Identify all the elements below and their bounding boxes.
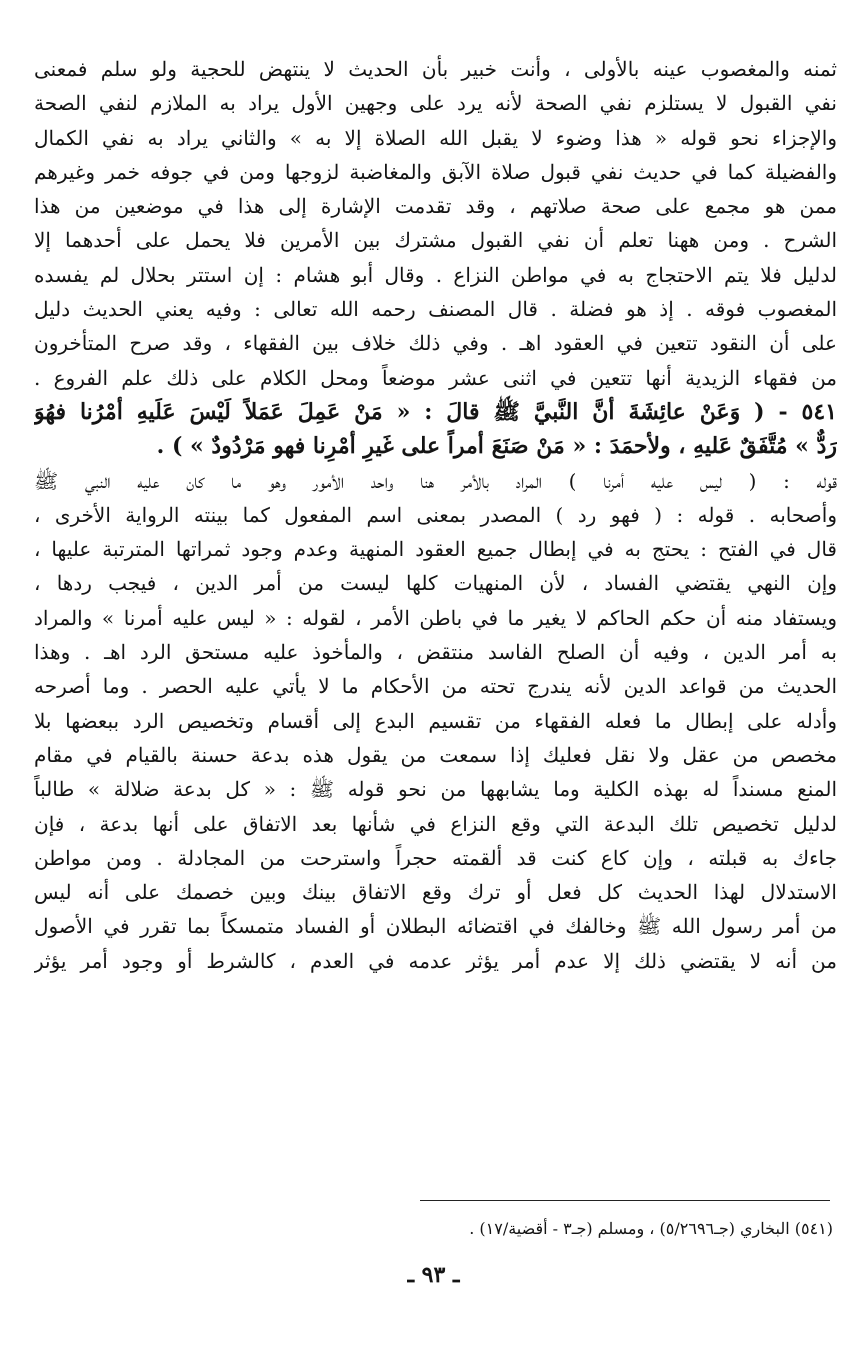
text-line: والإجزاء نحو قوله « هذا وضوء لا يقبل الله الصلاة إلا به » والثاني يراد به نفي الكمال xyxy=(34,125,837,150)
text-line: المنع مسنداً له بهذه الكلية وما يشابهها من نحو قوله ﷺ : « كل بدعة ضلالة » طالباً xyxy=(34,777,837,802)
text-line: المغصوب فوقه . إذ هو فضلة . قال المصنف رحمه الله تعالى : وفيه يعني الحديث دليل xyxy=(34,297,837,322)
text-line: قال في الفتح : يحتج به في إبطال جميع العقود المنهية وعدم وجود ثمراتها المترتبة عليها ، xyxy=(34,537,837,562)
text-line: الحديث من قواعد الدين لأنه يندرج تحته من الأحكام ما لا يأتي عليه الحصر . وما أصرحه xyxy=(34,674,837,699)
text-line: ممن هو مجمع على صحة صلاتهم ، وقد تقدمت الإشارة إلى هذا في موضعين من هذا xyxy=(34,194,837,219)
text-line: والفضيلة كما في حديث نفي قبول صلاة الآبق والمغاضبة لزوجها ومن في جوفه خمر وغيرهم xyxy=(34,159,837,184)
body-text xyxy=(34,52,837,978)
text-line: ثمنه والمغصوب عينه بالأولى ، وأنت خبير بأن الحديث لا ينتهض للحجية ولو سلم فمعنى xyxy=(34,57,837,81)
text-line: لدليل تخصيص تلك البدعة التي وقع النزاع في شأنها بعد الاتفاق على أنها بدعة ، فإن xyxy=(34,811,837,836)
hadith-541 xyxy=(34,395,837,464)
text-line: وأدله على إبطال ما فعله الفقهاء من تقسيم البدع إلى أقسام وتخصيص الرد ببعضها بلا xyxy=(34,708,837,733)
hadith-line: رَدٌّ » مُتَّفَقٌ عَليهِ ، ولأحمَدَ : « مَنْ صَنَعَ أمراً على غَيرِ أمْرِنا فهو مَرْدُودٌ » ) . xyxy=(156,433,837,460)
footnote: (٥٤١) البخاري (جـ٥/٢٦٩٦) ، ومسلم (جـ٣ - أقضية/١٧) . xyxy=(469,1219,833,1238)
text-line: من أمر رسول الله ﷺ وخالفك في اقتضائه البطلان أو الفساد متمسكاً بما تقرر في الأصول xyxy=(34,914,837,939)
text-line: من أنه لا يقتضي ذلك إلا عدم أمر يؤثر عدمه في العدم ، كالشرط أو وجود أمر يؤثر xyxy=(34,948,837,973)
text-line: به أمر الدين ، وفيه أن الصلح الفاسد منتقض ، والمأخوذ عليه مستحق الرد اهـ . وهذا xyxy=(34,640,837,665)
paragraph-commentary-2 xyxy=(34,464,837,978)
text-line: الاستدلال لهذا الحديث كل فعل أو ترك وقع الاتفاق بينك وبين خصمك على أنه ليس xyxy=(34,880,837,905)
text-line: من فقهاء الزيدية أنها تتعين في اثنى عشر موضعاً ومحل الكلام على ذلك علم الفروع . xyxy=(34,365,837,390)
text-line: لدليل فلا يتم الاحتجاج به في مواطن النزاع . وقال أبو هشام : إن استتر بحلال لم يفسده xyxy=(34,262,837,287)
text-line: على أن النقود تتعين في العقود اهـ . وفي ذلك خلاف بين الفقهاء ، وقد صرح المتأخرون xyxy=(34,331,837,356)
text-line: وإن النهي يقتضي الفساد ، لأن المنهيات كلها ليست من أمر الدين ، فيجب ردها ، xyxy=(34,571,837,596)
text-line: نفي القبول لا يستلزم نفي الصحة لأنه يرد على وجهين الأول يراد به الملازم لنفي الصحة xyxy=(34,91,837,116)
text-line: جاءك به قبلته ، وإن كاع كنت قد ألقمته حجراً واسترحت من المجادلة . ومن مواطن xyxy=(34,845,837,870)
text-line: ويستفاد منه أن حكم الحاكم لا يغير ما في باطن الأمر ، لقوله : « ليس عليه أمرنا » والمراد xyxy=(34,605,837,630)
page-number: ـ ٩٣ ـ xyxy=(407,1262,460,1288)
text-line: الشرح . ومن ههنا تعلم أن نفي القبول مشترك بين الأمرين فلا يحمل على أحدهما إلا xyxy=(34,228,837,253)
paragraph-commentary-1 xyxy=(34,52,837,395)
footnote-divider xyxy=(420,1200,830,1201)
hadith-line: ٥٤١ - ( وَعَنْ عائِشَةَ أنَّ النَّبيَّ ﷺ قالَ : « مَنْ عَمِلَ عَمَلاً لَيْسَ عَلَيهِ أمْرُنا فهُوَ xyxy=(34,398,837,425)
text-line: مخصص من عقل ولا نقل فعليك إذا سمعت من يقول هذه بدعة حسنة بالقيام في مقام xyxy=(34,742,837,767)
text-line: وأصحابه . قوله : ( فهو رد ) المصدر بمعنى اسم المفعول كما بينته الرواية الأخرى ، xyxy=(34,502,837,527)
text-line: قوله : ( ليس عليه أمرنا ) المراد بالأمر هنا واحد الأمور وهو ما كان عليه النبي ﷺ xyxy=(34,468,837,493)
